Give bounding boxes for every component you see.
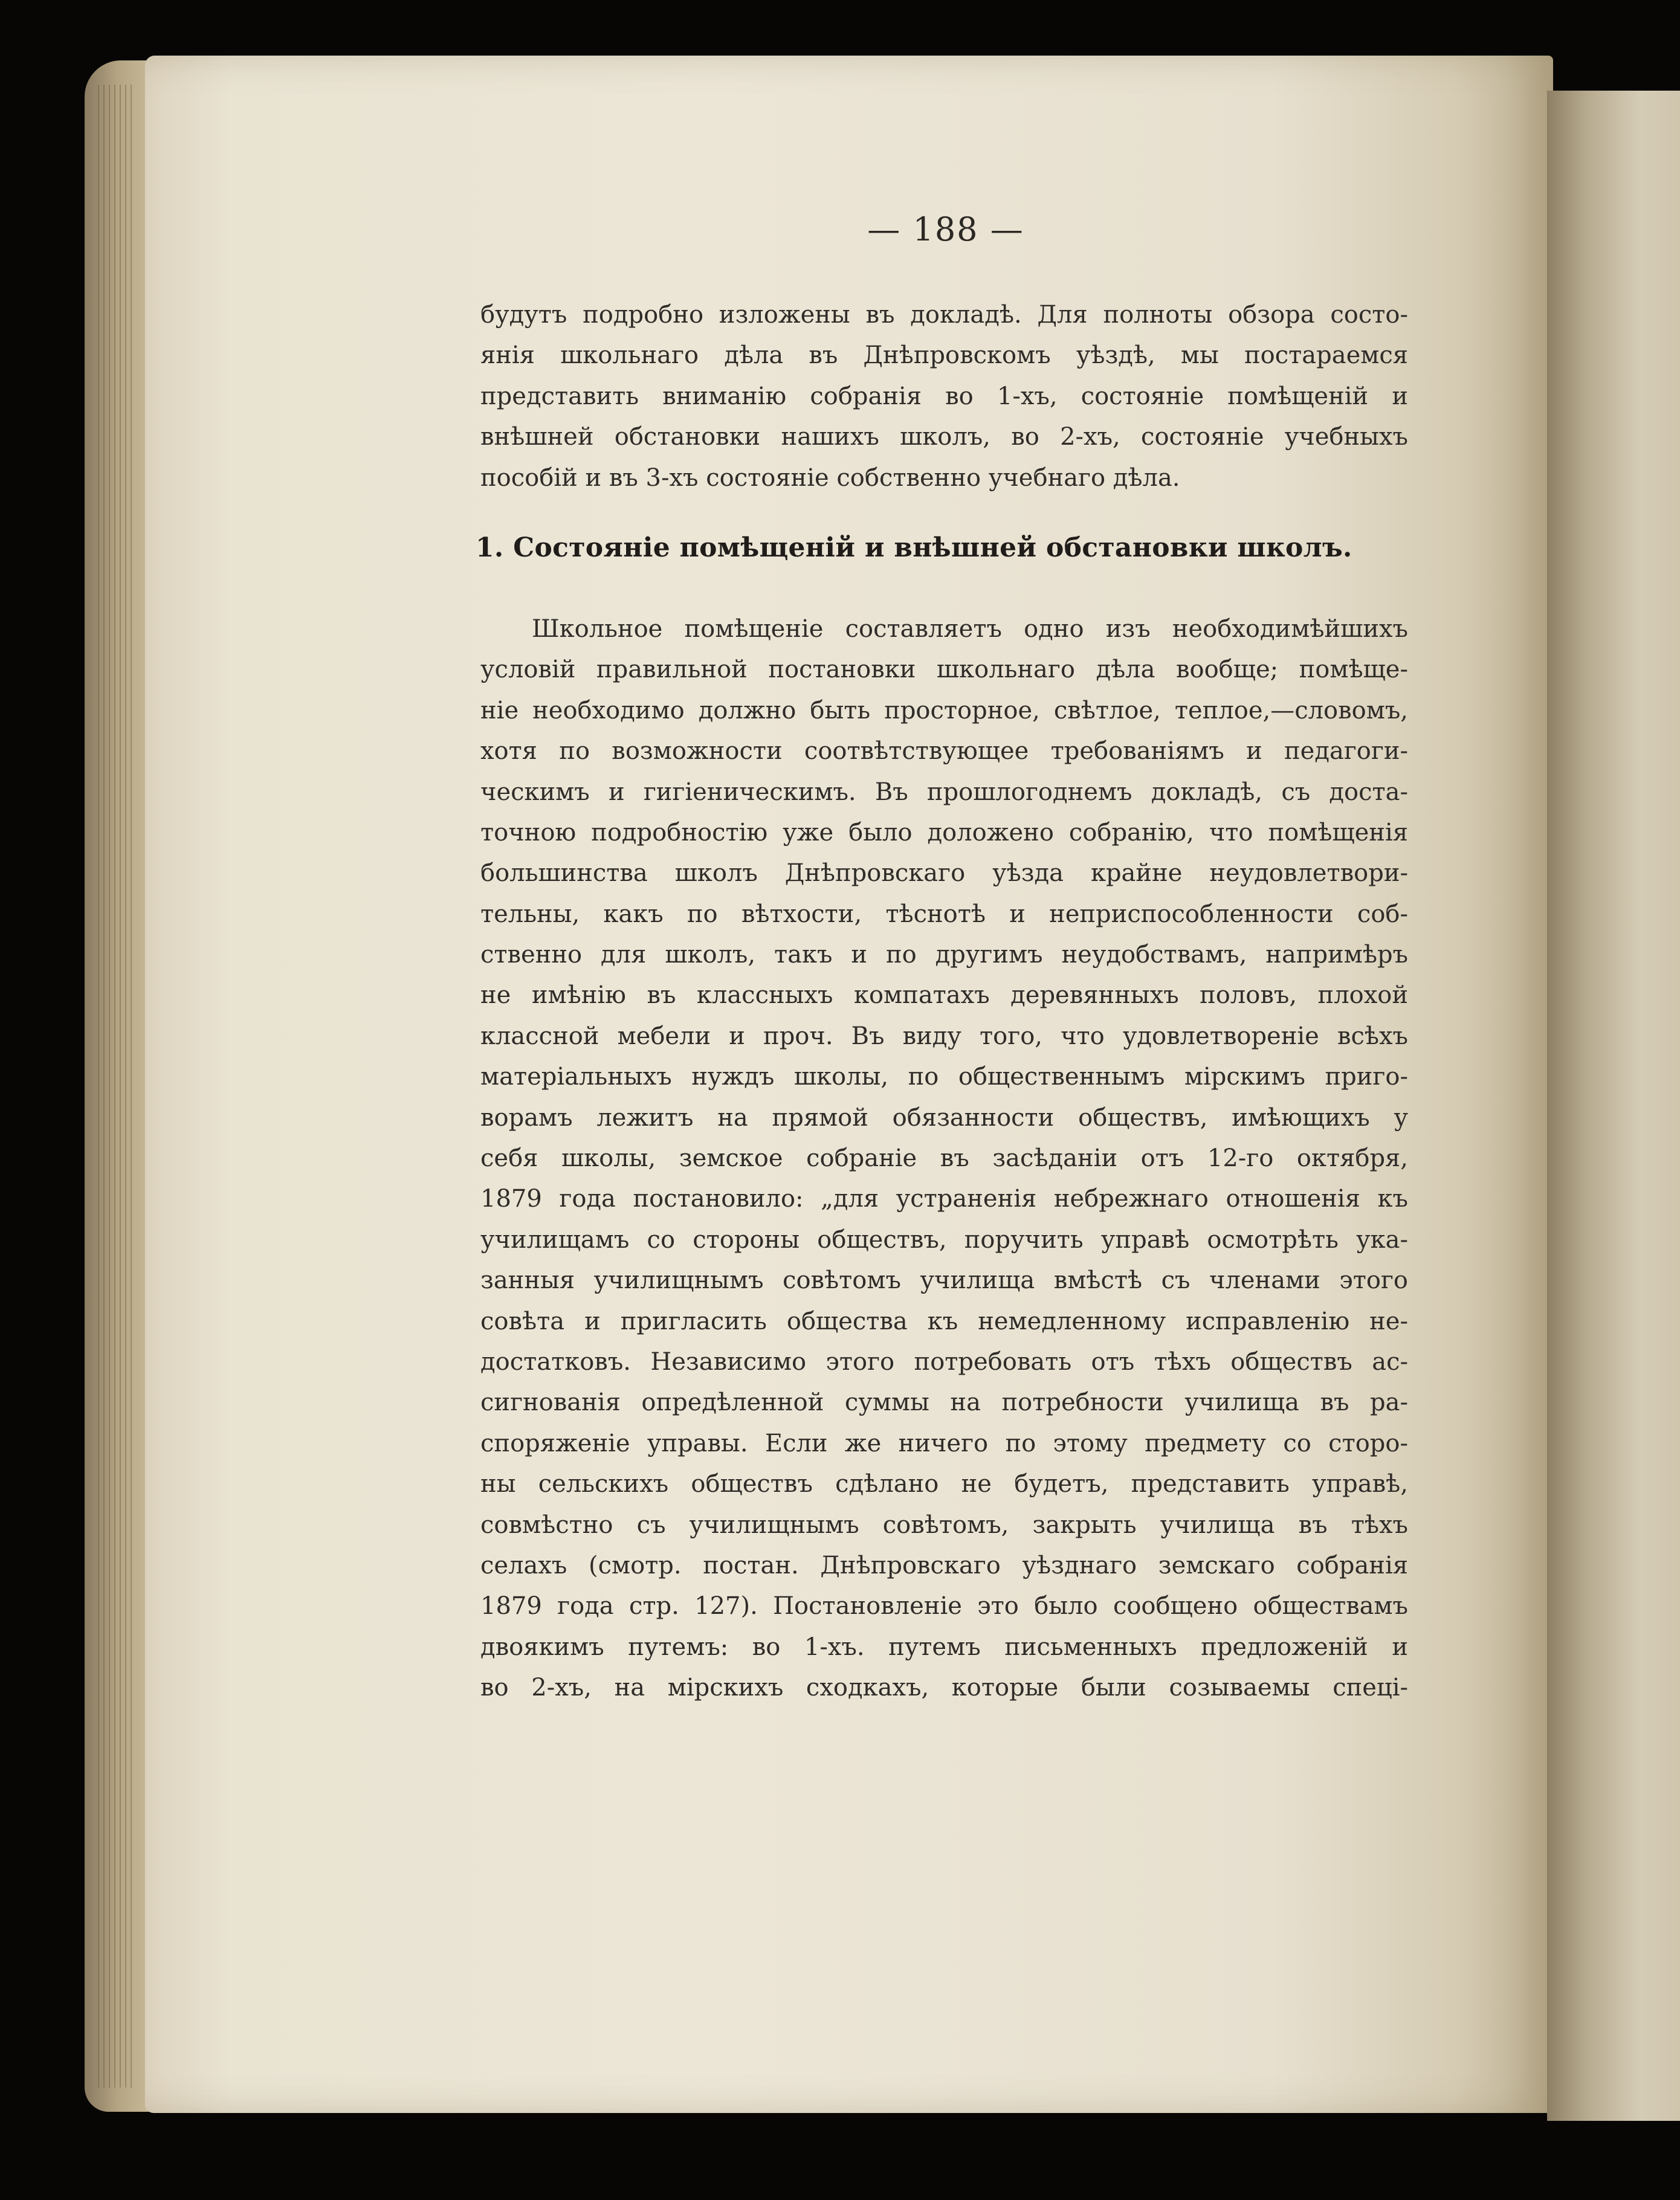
text-line: 1879 года стр. 127). Постановленіе это было сообщено обществамъ [480,1592,1408,1621]
text-line: училищамъ со стороны обществъ, поручить управѣ осмотрѣть ука- [480,1225,1408,1254]
text-line: достатковъ. Независимо этого потребовать отъ тѣхъ обществъ ас- [480,1347,1408,1376]
text-line: янія школьнаго дѣла въ Днѣпровскомъ уѣздѣ, мы постараемся [480,341,1408,370]
text-line: ственно для школъ, такъ и по другимъ неудобствамъ, напримѣръ [480,941,1408,969]
text-line: ворамъ лежитъ на прямой обязанности обществъ, имѣющихъ у [480,1103,1408,1132]
text-line: ческимъ и гигіеническимъ. Въ прошлогоднемъ докладѣ, съ доста- [480,778,1408,806]
text-line: тельны, какъ по вѣтхости, тѣснотѣ и неприспособленности соб- [480,900,1408,928]
text-line: споряженіе управы. Если же ничего по этому предмету со сторо- [480,1429,1408,1457]
text-line: Школьное помѣщеніе составляетъ одно изъ необходимѣйшихъ [532,615,1408,643]
text-line: внѣшней обстановки нашихъ школъ, во 2-хъ, состояніе учебныхъ [480,423,1408,451]
text-line: матеріальныхъ нуждъ школы, по общественнымъ мірскимъ приго- [480,1063,1408,1091]
section-heading: 1. Состояніе помѣщеній и внѣшней обстановки школъ. [476,532,1352,563]
text-line: себя школы, земское собраніе въ засѣданіи отъ 12-го октября, [480,1144,1408,1173]
text-line: селахъ (смотр. постан. Днѣпровскаго уѣзднаго земскаго собранія [480,1551,1408,1579]
text-line: ны сельскихъ обществъ сдѣлано не будетъ, представить управѣ, [480,1470,1408,1498]
text-line: занныя училищнымъ совѣтомъ училища вмѣстѣ съ членами этого [480,1266,1408,1295]
text-line: точною подробностію уже было доложено собранію, что помѣщенія [480,818,1408,847]
text-line: хотя по возможности соотвѣтствующее требованіямъ и педагоги- [480,737,1408,766]
page-number: — 188 — [867,210,1024,248]
paragraph-2 [480,609,1408,1709]
text-line: пособій и въ 3-хъ состояніе собственно учебнаго дѣла. [480,463,1180,492]
text-line: будутъ подробно изложены въ докладѣ. Для полноты обзора состо- [480,301,1408,329]
text-line: двоякимъ путемъ: во 1-хъ. путемъ письменныхъ предложеній и [480,1633,1408,1661]
text-line: большинства школъ Днѣпровскаго уѣзда крайне неудовлетвори- [480,859,1408,888]
text-line: 1879 года постановило: „для устраненія небрежнаго отношенія къ [480,1185,1408,1213]
text-line: во 2-хъ, на мірскихъ сходкахъ, которые были созываемы спеці- [480,1674,1408,1702]
paragraph-1 [480,295,1408,498]
text-line: классной мебели и проч. Въ виду того, что удовлетвореніе всѣхъ [480,1022,1408,1050]
text-line: ніе необходимо должно быть просторное, свѣтлое, теплое,—словомъ, [480,696,1408,724]
text-line: совмѣстно съ училищнымъ совѣтомъ, закрыть училища въ тѣхъ [480,1511,1408,1539]
text-line: совѣта и пригласить общества къ немедленному исправленію не- [480,1307,1408,1335]
text-line: сигнованія опредѣленной суммы на потребности училища въ ра- [480,1389,1408,1417]
text-line: представить вниманію собранія во 1-хъ, состояніе помѣщеній и [480,382,1408,410]
text-line: не имѣнію въ классныхъ компатахъ деревянныхъ половъ, плохой [480,981,1408,1010]
facing-page-edge [1547,91,1680,2121]
text-line: условій правильной постановки школьнаго дѣла вообще; помѣще- [480,656,1408,684]
page-text [476,295,1408,1709]
